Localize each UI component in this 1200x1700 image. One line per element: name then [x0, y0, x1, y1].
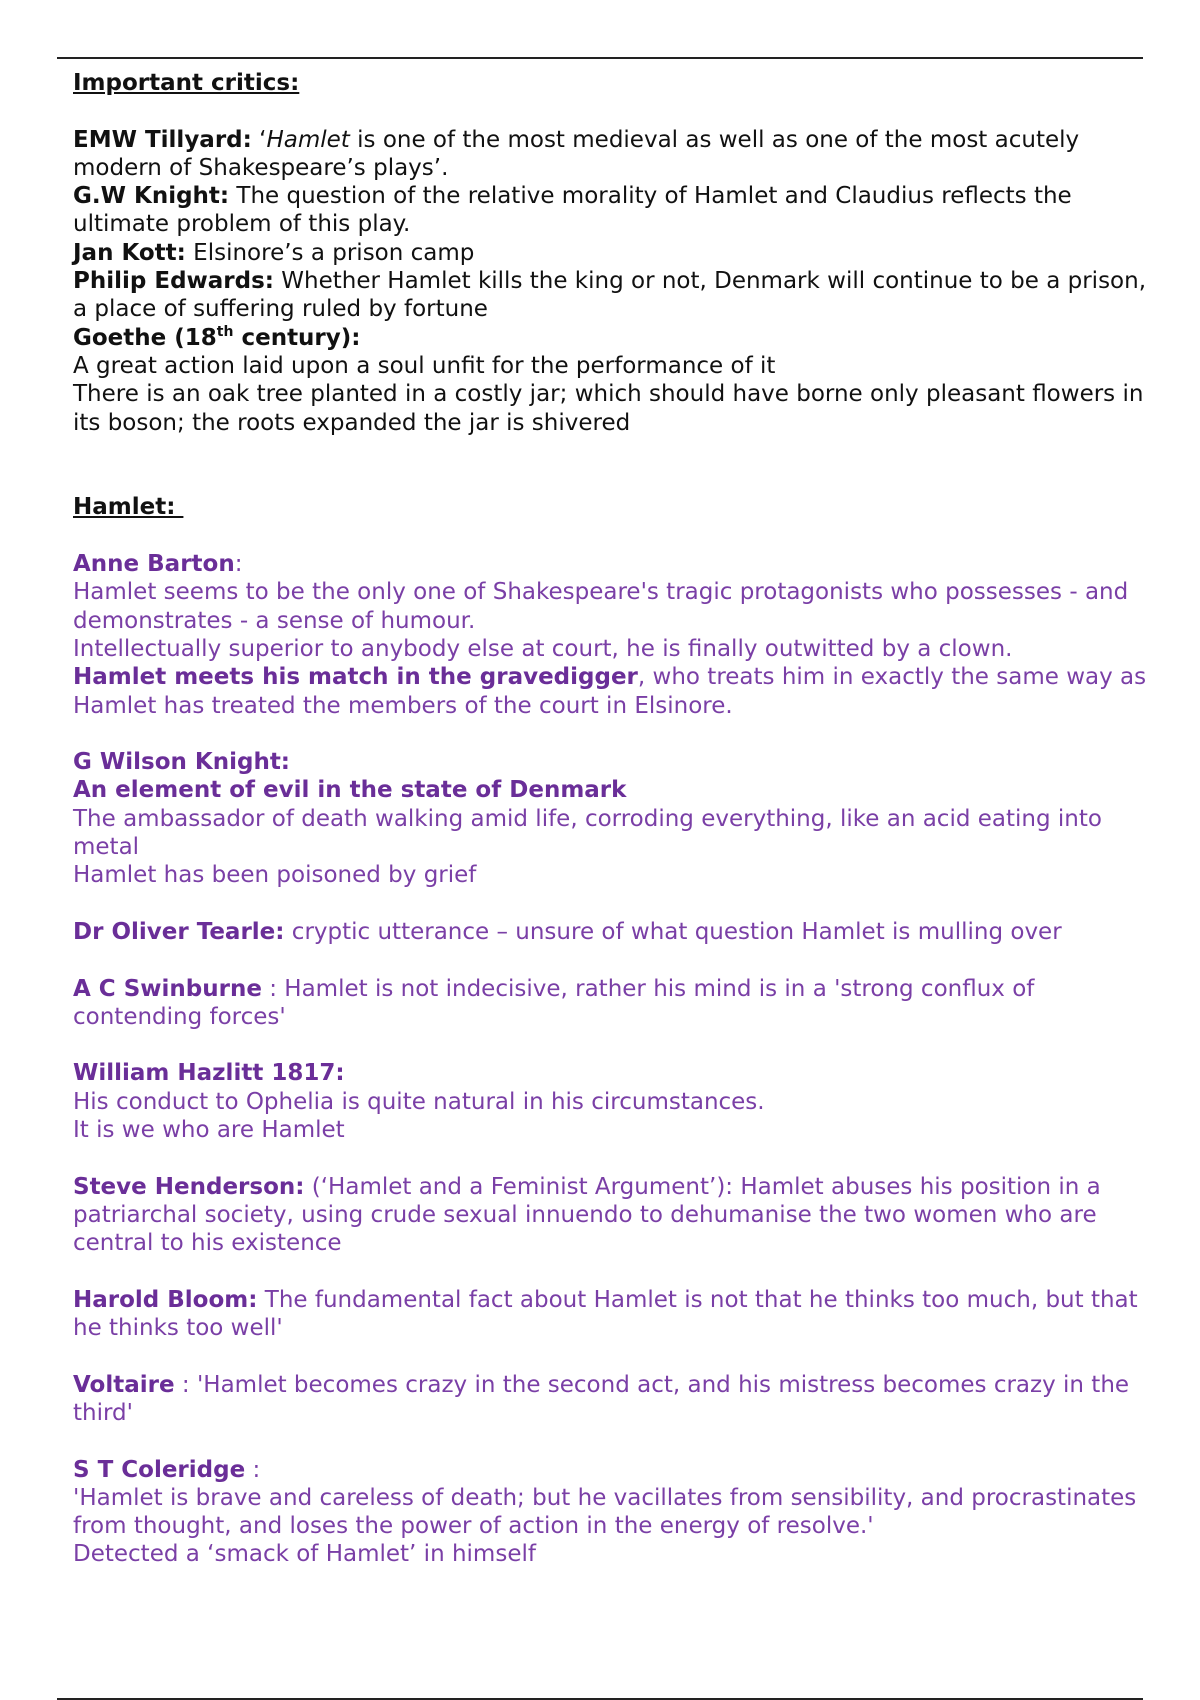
kott-quote: Jan Kott: Elsinore’s a prison camp	[73, 239, 475, 266]
document-body	[73, 69, 1148, 1569]
knight-quote: G.W Knight: The question of the relative morality of Hamlet and Claudius reflects the ultimate problem of this play.	[73, 183, 1072, 238]
tearle-quote: Dr Oliver Tearle: cryptic utterance – unsure of what question Hamlet is mulling over	[73, 918, 1062, 945]
critic-name: G.W Knight:	[73, 183, 230, 210]
barton-line-2: Intellectually superior to anybody else at court, he is finally outwitted by a clown.	[73, 635, 1013, 662]
wilson-knight-line-2: Hamlet has been poisoned by grief	[73, 862, 477, 889]
hazlitt-name: William Hazlitt 1817:	[73, 1060, 345, 1087]
hazlitt-line-1: His conduct to Ophelia is quite natural in his circumstances.	[73, 1088, 765, 1115]
goethe-name: Goethe (18th century):	[73, 323, 361, 351]
coleridge-line-2: Detected a ‘smack of Hamlet’ in himself	[73, 1541, 536, 1568]
henderson-quote: Steve Henderson: (‘Hamlet and a Feminist Argument’): Hamlet abuses his position in a patriarchal society, using crude sexual innuendo to dehumanise the two women who are central to his existence	[73, 1173, 1101, 1257]
wilson-knight-name: G Wilson Knight:	[73, 749, 291, 776]
critic-name: Jan Kott:	[73, 239, 186, 266]
bloom-quote: Harold Bloom: The fundamental fact about Hamlet is not that he thinks too much, but that he thinks too well'	[73, 1286, 1138, 1342]
coleridge-name: S T Coleridge :	[73, 1456, 261, 1483]
critic-name: EMW Tillyard:	[73, 126, 252, 153]
goethe-line-2: There is an oak tree planted in a costly jar; which should have borne only pleasant flowers in its boson; the roots expanded the jar is shivered	[73, 381, 1144, 436]
edwards-quote: Philip Edwards: Whether Hamlet kills the king or not, Denmark will continue to be a prison, a place of suffering ruled by fortune	[73, 268, 1147, 323]
tillyard-quote: EMW Tillyard: ‘Hamlet is one of the most medieval as well as one of the most acutely modern of Shakespeare’s plays’.	[73, 126, 1080, 181]
critic-name: Philip Edwards:	[73, 268, 274, 295]
wilson-knight-line-1: The ambassador of death walking amid life, corroding everything, like an acid eating into metal	[73, 805, 1102, 861]
voltaire-quote: Voltaire : 'Hamlet becomes crazy in the second act, and his mistress becomes crazy in the third'	[73, 1371, 1130, 1426]
hazlitt-line-2: It is we who are Hamlet	[73, 1116, 345, 1143]
coleridge-line-1: 'Hamlet is brave and careless of death; but he vacillates from sensibility, and procrastinates from thought, and loses the power of action in the energy of resolve.'	[73, 1484, 1137, 1540]
wilson-knight-subhead: An element of evil in the state of Denmark	[73, 777, 627, 804]
barton-line-3: Hamlet meets his match in the gravedigger, who treats him in exactly the same way as Hamlet has treated the members of the court in Elsinore.	[73, 664, 1147, 719]
top-rule	[57, 57, 1143, 59]
barton-name: Anne Barton:	[73, 551, 243, 578]
critics-hamlet-list	[73, 550, 1148, 1569]
important-critics-heading: Important critics:	[73, 70, 300, 96]
hamlet-heading: Hamlet:	[73, 494, 184, 521]
goethe-line-1: A great action laid upon a soul unfit for the performance of it	[73, 352, 776, 379]
barton-line-1: Hamlet seems to be the only one of Shakespeare's tragic protagonists who possesses - and demonstrates - a sense of humour.	[73, 579, 1129, 634]
swinburne-quote: A C Swinburne : Hamlet is not indecisive, rather his mind is in a 'strong conflux of contending forces'	[73, 975, 1035, 1030]
